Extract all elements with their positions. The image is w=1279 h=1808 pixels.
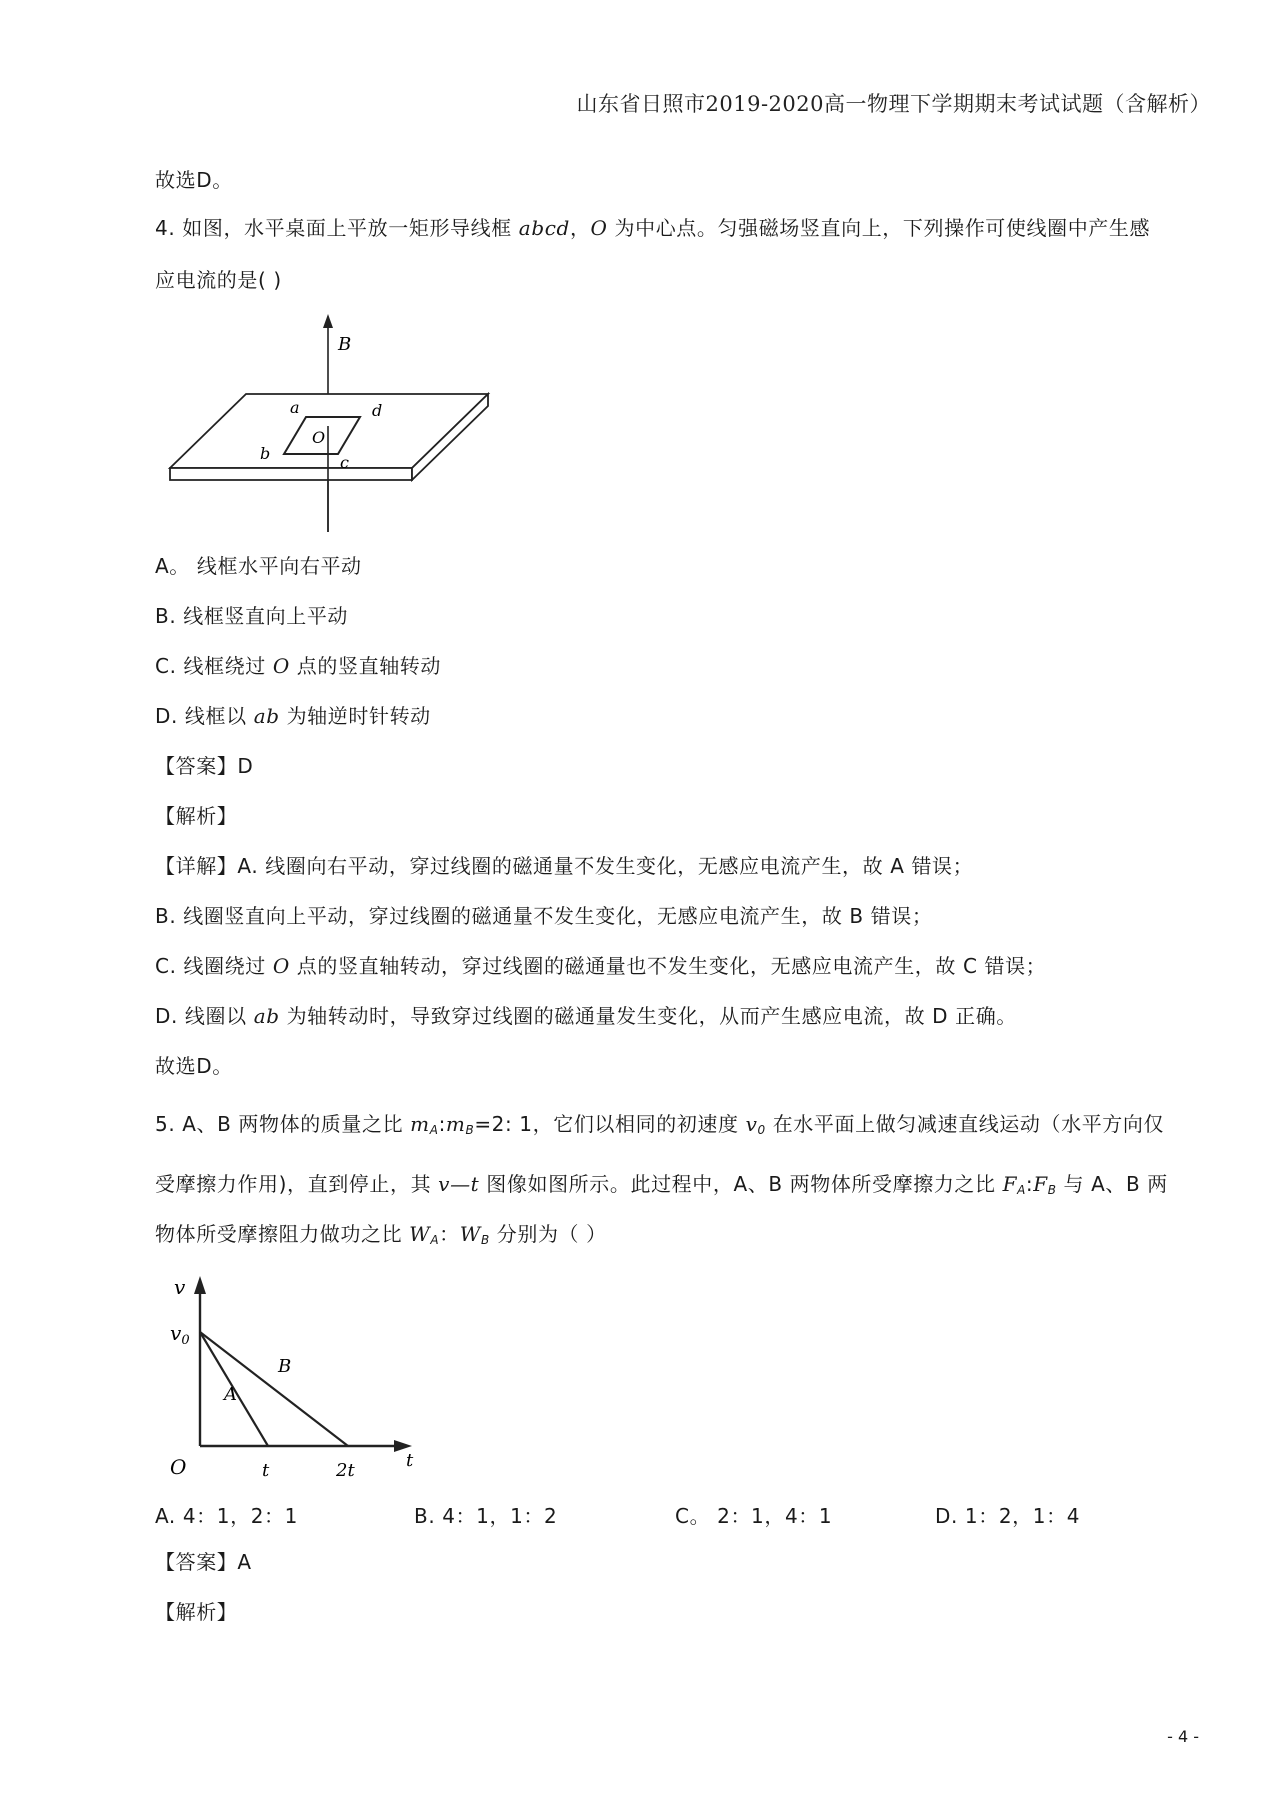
q4-analysis-label: 【解析】 xyxy=(155,804,238,828)
q5-answer: 【答案】A xyxy=(155,1550,252,1574)
q4-stem-line1: 4. 如图，水平桌面上平放一矩形导线框 abcd，O 为中心点。匀强磁场竖直向上，下列操作可使线圈中产生感 xyxy=(155,216,1151,240)
q5-option-c: C。 2：1，4：1 xyxy=(675,1504,833,1528)
fig5-label-2t: 2t xyxy=(336,1460,355,1480)
fig5-label-v0: $v_0$ xyxy=(170,1321,190,1348)
page-number: - 4 - xyxy=(1167,1727,1199,1746)
q4-figure-wire-frame xyxy=(160,310,500,538)
q5-stem-line3: 物体所受摩擦阻力做功之比 $W_A$：$W_B$ 分别为（ ） xyxy=(155,1222,607,1247)
fig5-label-t: t xyxy=(262,1460,270,1480)
q5-figure-vt-graph xyxy=(160,1270,430,1480)
fig4-label-d: d xyxy=(372,401,383,420)
fig4-label-a: a xyxy=(290,398,300,417)
q4-option-c: C. 线框绕过 O 点的竖直轴转动 xyxy=(155,654,442,678)
fig4-label-c: c xyxy=(340,453,349,472)
fig5-label-v: v xyxy=(174,1275,186,1299)
q4-option-a: A。 线框水平向右平动 xyxy=(155,554,362,578)
q5-stem-line2: 受摩擦力作用)，直到停止，其 v—t 图像如图所示。此过程中，A、B 两物体所受摩擦力之比 $F_A:F_B$ 与 A、B 两 xyxy=(155,1172,1168,1197)
fig5-label-O: O xyxy=(170,1455,187,1479)
q4-detail-b: B. 线圈竖直向上平动，穿过线圈的磁通量不发生变化，无感应电流产生，故 B 错误； xyxy=(155,904,933,928)
fig5-label-B: B xyxy=(278,1356,292,1377)
q5-stem-line1: 5. A、B 两物体的质量之比 $m_A:m_B=2$: 1，它们以相同的初速度 $v_0$ 在水平面上做匀减速直线运动（水平方向仅 xyxy=(155,1112,1165,1137)
q4-option-d: D. 线框以 ab 为轴逆时针转动 xyxy=(155,704,431,728)
q4-option-b: B. 线框竖直向上平动 xyxy=(155,604,349,628)
q5-option-d: D. 1：2，1：4 xyxy=(935,1504,1081,1528)
page-header-title: 山东省日照市2019-2020高一物理下学期期末考试试题（含解析） xyxy=(576,92,1211,116)
q4-detail-c: C. 线圈绕过 O 点的竖直轴转动，穿过线圈的磁通量也不发生变化，无感应电流产生，故 C 错误； xyxy=(155,954,1047,978)
q4-answer: 【答案】D xyxy=(155,754,254,778)
fig4-label-O: O xyxy=(312,428,326,447)
fig4-label-b: b xyxy=(260,444,271,463)
q5-analysis-label: 【解析】 xyxy=(155,1600,238,1624)
q4-conclusion: 故选D。 xyxy=(155,1054,233,1078)
q4-stem-line2: 应电流的是( ) xyxy=(155,268,282,292)
q4-detail-a: 【详解】A. 线圈向右平动，穿过线圈的磁通量不发生变化，无感应电流产生，故 A 错误； xyxy=(155,854,974,878)
previous-conclusion: 故选D。 xyxy=(155,168,233,192)
q4-detail-d: D. 线圈以 ab 为轴转动时，导致穿过线圈的磁通量发生变化，从而产生感应电流，故 D 正确。 xyxy=(155,1004,1017,1028)
q5-option-a: A. 4：1，2：1 xyxy=(155,1504,298,1528)
q5-option-b: B. 4：1，1：2 xyxy=(414,1504,558,1528)
fig4-label-B: B xyxy=(338,334,352,355)
fig5-label-t-axis: t xyxy=(406,1450,414,1471)
fig5-label-A: A xyxy=(224,1384,237,1405)
